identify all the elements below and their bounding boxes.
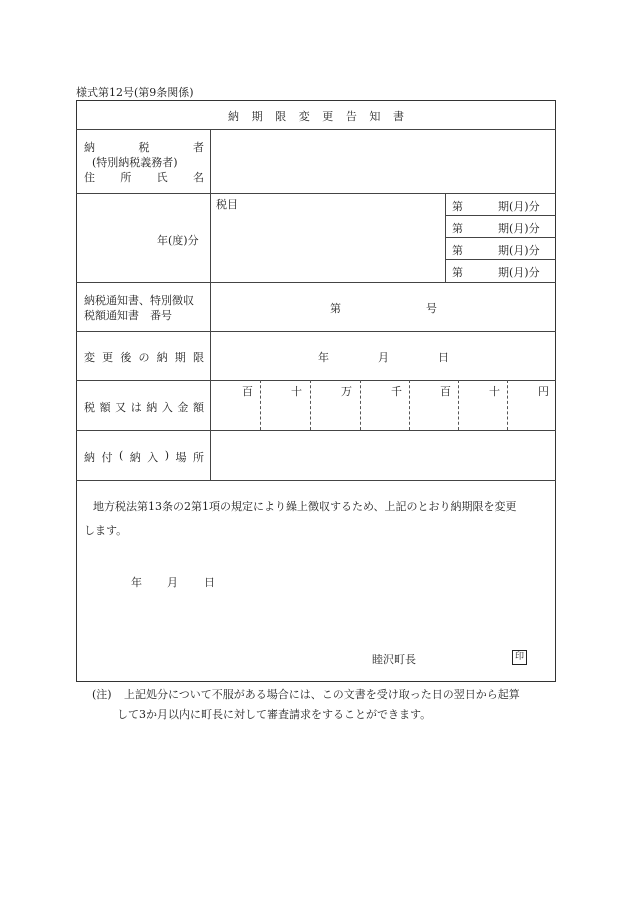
notice-number-label-line2: 税額通知書 番号: [84, 309, 172, 322]
amount-unit: 千: [391, 385, 402, 398]
amount-unit: 十: [489, 385, 500, 398]
period-row-divider: [445, 215, 556, 216]
row-divider: [76, 480, 556, 481]
label-char: 後: [120, 351, 132, 364]
label-char: 又: [115, 401, 127, 414]
title-char: 書: [392, 110, 404, 123]
title-char: 限: [275, 110, 287, 123]
label-char: は: [130, 401, 142, 414]
label-char: 付: [101, 451, 113, 464]
statement-line2: します。: [84, 524, 128, 537]
label-char: 納: [156, 351, 168, 364]
issue-date-month: 月: [167, 576, 178, 589]
period-column-divider: [445, 193, 446, 282]
seal-mark: 印: [512, 650, 527, 665]
amount-unit: 百: [242, 385, 253, 398]
statement-line1: 地方税法第13条の2第1項の規定により繰上徴収するため、上記のとおり納期限を変更: [93, 500, 517, 513]
label-char: 入: [147, 451, 159, 464]
label-char: 氏: [156, 171, 168, 184]
period-prefix: 第: [452, 200, 463, 213]
taxpayer-label-line2: (特別納税義務者): [92, 156, 178, 169]
label-char: 更: [102, 351, 114, 364]
label-char: ): [164, 449, 170, 462]
new-deadline-year: 年: [318, 351, 329, 364]
note-line1: 上記処分について不服がある場合には、この文書を受け取った日の翌日から起算: [124, 688, 520, 701]
label-char: 住: [84, 171, 95, 184]
amount-unit: 円: [538, 385, 549, 398]
notice-number-label-line1: 納税通知書、特別徴収: [84, 294, 194, 307]
label-char: 納: [146, 401, 158, 414]
label-char: 入: [161, 401, 173, 414]
amount-label: [84, 399, 204, 415]
label-char: 納: [84, 141, 95, 154]
label-char: 所: [192, 451, 204, 464]
issue-date-year: 年: [131, 576, 142, 589]
amount-unit: 百: [440, 385, 451, 398]
taxpayer-label-line3: [84, 169, 204, 185]
period-suffix: 期(月)分: [498, 244, 540, 257]
amount-digit-divider: [458, 380, 459, 430]
taxpayer-label-line1: [84, 139, 204, 155]
label-char: 額: [192, 401, 204, 414]
period-row-divider: [445, 237, 556, 238]
amount-digit-divider: [260, 380, 261, 430]
amount-digit-divider: [507, 380, 508, 430]
note-line2: して3か月以内に町長に対して審査請求をすることができます。: [117, 708, 432, 721]
row-divider: [76, 331, 556, 332]
amount-digit-divider: [360, 380, 361, 430]
label-char: 金: [177, 401, 189, 414]
label-char: 限: [192, 351, 204, 364]
label-char: 額: [99, 401, 111, 414]
period-prefix: 第: [452, 222, 463, 235]
label-char: 納: [84, 451, 95, 464]
label-char: 期: [174, 351, 186, 364]
label-char: 所: [120, 171, 132, 184]
title-char: 知: [369, 110, 381, 123]
tax-item-label: 税目: [216, 198, 238, 211]
year-label: 年(度)分: [157, 234, 199, 247]
amount-digit-divider: [310, 380, 311, 430]
title-char: 納: [228, 110, 239, 123]
label-char: 者: [193, 141, 204, 154]
new-deadline-label: [84, 349, 204, 365]
label-char: 納: [129, 451, 141, 464]
issuer-name: 睦沢町長: [372, 653, 416, 666]
amount-digit-divider: [409, 380, 410, 430]
row-divider: [76, 380, 556, 381]
label-char: 税: [84, 401, 95, 414]
title-char: 期: [251, 110, 263, 123]
amount-unit: 万: [341, 385, 352, 398]
period-prefix: 第: [452, 244, 463, 257]
title-char: 更: [322, 110, 334, 123]
label-char: の: [138, 351, 150, 364]
payment-place-field[interactable]: [211, 431, 555, 479]
period-suffix: 期(月)分: [498, 200, 540, 213]
period-prefix: 第: [452, 266, 463, 279]
new-deadline-day: 日: [438, 351, 449, 364]
title-char: 告: [345, 110, 357, 123]
payment-place-label: [84, 449, 204, 465]
period-row-divider: [445, 259, 556, 260]
label-char: (: [118, 449, 124, 462]
label-char: 場: [175, 451, 187, 464]
tax-item-field[interactable]: [211, 194, 444, 282]
label-char: 変: [84, 351, 95, 364]
period-suffix: 期(月)分: [498, 222, 540, 235]
period-suffix: 期(月)分: [498, 266, 540, 279]
row-divider: [76, 282, 556, 283]
notice-number-dai: 第: [330, 302, 341, 315]
note-label: (注): [92, 688, 112, 701]
notice-number-go: 号: [426, 302, 437, 315]
label-char: 名: [192, 171, 204, 184]
form-title: [228, 108, 404, 124]
label-char: 税: [138, 141, 150, 154]
new-deadline-month: 月: [378, 351, 389, 364]
title-char: 変: [298, 110, 310, 123]
taxpayer-field[interactable]: [211, 130, 555, 193]
amount-unit: 十: [291, 385, 302, 398]
issue-date-day: 日: [204, 576, 215, 589]
form-number: 様式第12号(第9条関係): [76, 86, 194, 99]
